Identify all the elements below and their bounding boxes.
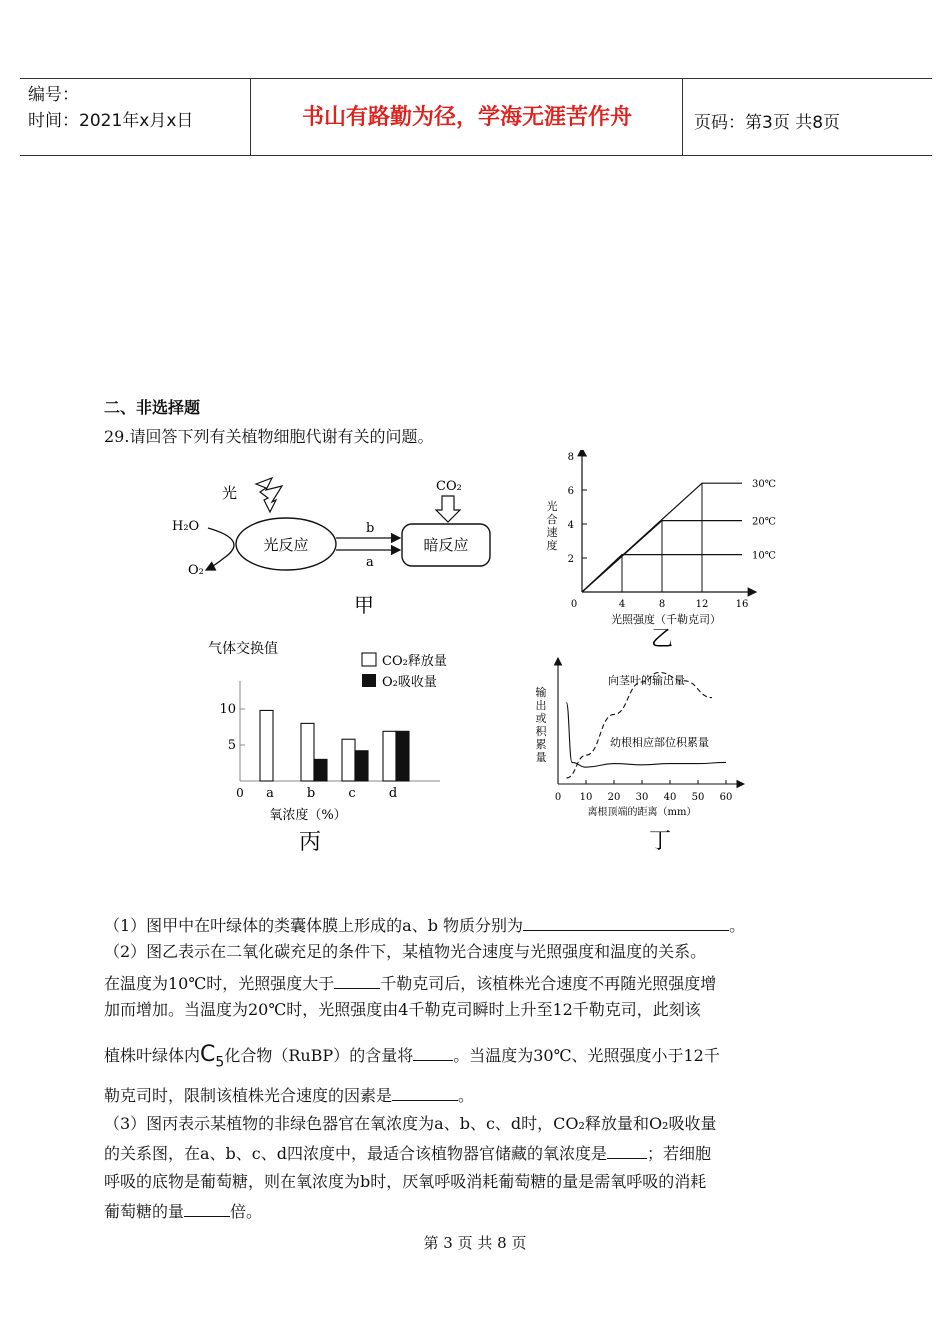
- header-divider-right: [682, 78, 683, 156]
- x-tick-label: 4: [618, 599, 626, 610]
- x-tick-label: 20: [607, 792, 621, 803]
- bar-co2-release: [301, 723, 314, 781]
- header-meta: [28, 82, 193, 134]
- lightning-icon: [256, 478, 282, 512]
- y-axis-label-char: 输: [535, 686, 547, 699]
- co2-label: CO₂: [436, 479, 462, 494]
- chart-ding: [530, 650, 780, 860]
- y-axis-label-char: 量: [535, 751, 547, 764]
- x-tick-label: 50: [691, 792, 705, 803]
- y-axis-label-char: 速: [546, 526, 558, 539]
- question-part-3-line-4: 葡萄糖的量 倍。: [104, 1202, 263, 1221]
- header-top-rule: [20, 78, 932, 79]
- question-part-2-line-2: 在温度为10℃时，光照强度大于 千勒克司后，该植株光合速度不再随光照强度增: [104, 974, 717, 993]
- category-label: a: [266, 786, 274, 801]
- number-label: 编号：: [28, 85, 79, 105]
- question-part-2-line-1: （2）图乙表示在二氧化碳充足的条件下，某植物光合速度与光照强度和温度的关系。: [104, 942, 707, 961]
- series-label-accumulation: 幼根相应部位积累量: [610, 736, 709, 749]
- legend-swatch-co2: [362, 653, 376, 666]
- legend-label-co2: CO₂释放量: [382, 654, 447, 669]
- caption-ding: 丁: [648, 829, 672, 854]
- answer-blank-2[interactable]: [334, 972, 380, 989]
- series-label: 20℃: [752, 516, 776, 528]
- category-label: b: [306, 786, 316, 801]
- section-title: 二、非选择题: [104, 398, 201, 417]
- answer-blank-6[interactable]: [184, 1200, 230, 1217]
- c5-formula: $C_5$: [200, 1042, 225, 1071]
- answer-blank-1[interactable]: [523, 914, 729, 931]
- caption-jia: 甲: [354, 593, 374, 617]
- co2-arrow: [436, 496, 460, 522]
- header-motto: 书山有路勤为径，学海无涯苦作舟: [301, 105, 632, 130]
- x-tick-label: 60: [719, 792, 733, 803]
- category-label: c: [348, 786, 356, 801]
- question-part-1: （1）图甲中在叶绿体的类囊体膜上形成的a、b 物质分别为 。: [104, 916, 746, 935]
- y-axis-label-char: 积: [535, 725, 547, 738]
- bar-o2-uptake: [355, 751, 368, 781]
- x-tick-label: 30: [635, 792, 649, 803]
- page-footer: 第 3 页 共 8 页: [423, 1234, 527, 1252]
- arrow-a-label: a: [366, 555, 374, 570]
- y-axis-label-char: 出: [535, 699, 547, 712]
- question-title: 29.请回答下列有关植物细胞代谢有关的问题。: [104, 427, 434, 446]
- light-label: 光: [222, 484, 238, 502]
- x-tick-label: 0: [554, 792, 562, 803]
- answer-blank-5[interactable]: [607, 1142, 647, 1159]
- header-bottom-rule: [20, 155, 932, 156]
- x-axis-label: 光照强度（千勒克司）: [611, 613, 721, 626]
- header-divider-left: [250, 78, 251, 156]
- answer-blank-4[interactable]: [392, 1084, 458, 1101]
- caption-yi: 乙: [650, 627, 674, 650]
- legend-label-o2: O₂吸收量: [382, 675, 437, 690]
- x-tick-label: 8: [658, 599, 666, 610]
- origin-label: 0: [236, 786, 244, 800]
- y-tick-label: 10: [219, 702, 236, 717]
- series-label: 30℃: [752, 479, 776, 491]
- series-accumulation-curve: [566, 702, 726, 767]
- x-tick-label: 12: [695, 599, 709, 610]
- y-tick-label: 2: [567, 554, 574, 565]
- y-tick-label: 4: [567, 520, 574, 531]
- chart-bing: [200, 635, 460, 865]
- series-label-output: 向茎叶的输出量: [608, 674, 685, 687]
- y-axis-label-char: 光: [546, 500, 558, 513]
- question-part-2-line-3: 加而增加。当温度为20℃时，光照强度由4千勒克司瞬时上升至12千勒克司，此刻该: [104, 1000, 701, 1019]
- question-part-3-line-1: （3）图丙表示某植物的非绿色器官在氧浓度为a、b、c、d时，CO₂释放量和O₂吸收量: [104, 1114, 717, 1133]
- question-part-2-line-5: 勒克司时，限制该植株光合速度的因素是 。: [104, 1086, 475, 1105]
- light-reaction-label: 光反应: [263, 536, 309, 554]
- series-output-curve: [566, 672, 712, 778]
- header-page-info: 页码：第3页 共8页: [694, 113, 841, 133]
- y-axis-label-char: 或: [535, 712, 547, 725]
- answer-blank-3[interactable]: [413, 1044, 453, 1061]
- bar-co2-release: [260, 710, 273, 781]
- y-tick-label: 8: [567, 452, 574, 463]
- category-label: d: [388, 786, 398, 801]
- water-arc: [206, 528, 234, 570]
- y-axis-label-char: 累: [535, 738, 547, 751]
- h2o-label: H₂O: [172, 519, 200, 534]
- y-tick-label: 6: [567, 486, 574, 497]
- diagram-jia: [160, 470, 510, 630]
- x-tick-label: 0: [570, 599, 578, 610]
- bar-co2-release: [342, 739, 355, 781]
- x-tick-label: 40: [663, 792, 677, 803]
- chart-yi: [540, 450, 780, 650]
- question-part-2-line-4: 植株叶绿体内$C_5$化合物（RuBP）的含量将 。当温度为30℃、光照强度小于12千: [104, 1042, 720, 1071]
- bar-o2-uptake: [314, 759, 327, 781]
- bar-co2-release: [383, 731, 396, 781]
- x-axis-label: 氧浓度（%）: [269, 808, 347, 823]
- dark-reaction-label: 暗反应: [423, 536, 469, 554]
- legend-swatch-o2: [362, 674, 376, 687]
- y-axis-label-char: 度: [546, 539, 558, 552]
- x-tick-label: 16: [735, 599, 749, 610]
- bar-o2-uptake: [396, 731, 409, 781]
- arrow-b-label: b: [366, 521, 375, 536]
- y-axis-label: 气体交换值: [208, 641, 278, 657]
- x-tick-label: 10: [579, 792, 593, 803]
- y-tick-label: 5: [227, 738, 236, 753]
- caption-bing: 丙: [298, 830, 322, 855]
- x-axis-label: 离根顶端的距离（mm）: [587, 807, 697, 818]
- series-label: 10℃: [752, 550, 776, 562]
- time-label: 时间：2021年x月x日: [28, 111, 194, 131]
- question-part-3-line-2: 的关系图，在a、b、c、d四浓度中，最适合该植物器官储藏的氧浓度是 ；若细胞: [104, 1144, 712, 1163]
- question-part-3-line-3: 呼吸的底物是葡萄糖，则在氧浓度为b时，厌氧呼吸消耗葡萄糖的量是需氧呼吸的消耗: [104, 1172, 707, 1191]
- y-axis-label-char: 合: [546, 513, 558, 526]
- o2-label: O₂: [188, 563, 204, 578]
